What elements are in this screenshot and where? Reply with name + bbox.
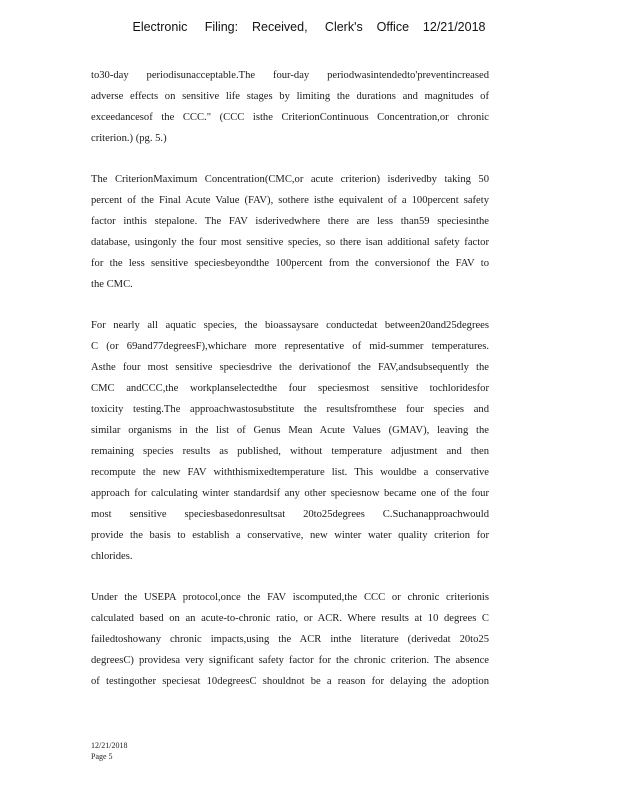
body-line: degreesC) providesa very significant safety factor for the chronic criterion. The absence xyxy=(91,655,489,666)
body-line: similar organisms in the list of Genus Mean Acute Values (GMAV), leaving the xyxy=(91,425,489,436)
body-line: remaining species results as published, without temperature adjustment and then xyxy=(91,446,489,457)
body-line: chlorides. xyxy=(91,551,133,562)
body-line: CMC andCCC,the workplanselectedthe four speciesmost sensitive tochloridesfor xyxy=(91,383,489,394)
body-line: adverse effects on sensitive life stages by limiting the durations and magnitudes of xyxy=(91,91,489,102)
body-line: Asthe four most sensitive speciesdrive the derivationof the FAV,andsubsequently the xyxy=(91,362,489,373)
filing-header: Electronic Filing: Received, Clerk's Office 12/21/2018 xyxy=(132,20,486,34)
body-line: recompute the new FAV withthismixedtemperature list. This wouldbe a conservative xyxy=(91,467,489,478)
body-line: Under the USEPA protocol,once the FAV iscomputed,the CCC or chronic criterionis xyxy=(91,592,489,603)
body-line: percent of the Final Acute Value (FAV), sothere isthe equivalent of a 100percent safety xyxy=(91,195,489,206)
body-line: to30-day periodisunacceptable.The four-day periodwasintendedto'preventincreased xyxy=(91,70,489,81)
body-line: the CMC. xyxy=(91,279,133,290)
footer-page-number: Page 5 xyxy=(91,752,113,761)
body-line: exceedancesof the CCC." (CCC isthe CriterionContinuous Concentration,or chronic xyxy=(91,112,489,123)
body-line: The CriterionMaximum Concentration(CMC,or acute criterion) isderivedby taking 50 xyxy=(91,174,489,185)
body-line: for the less sensitive speciesbeyondthe 100percent from the conversionof the FAV to xyxy=(91,258,489,269)
body-line: For nearly all aquatic species, the bioassaysare conductedat between20and25degrees xyxy=(91,320,489,331)
body-line: factor inthis stepalone. The FAV isderivedwhere there are less than59 speciesinthe xyxy=(91,216,489,227)
body-line: most sensitive speciesbasedonresultsat 20to25degrees C.Suchanapproachwould xyxy=(91,509,489,520)
body-line: toxicity testing.The approachwastosubstitute the resultsfromthese four species and xyxy=(91,404,489,415)
body-line: calculated based on an acute-to-chronic ratio, or ACR. Where results at 10 degrees C xyxy=(91,613,489,624)
body-line: C (or 69and77degreesF),whichare more representative of mid-summer temperatures. xyxy=(91,341,489,352)
footer-date: 12/21/2018 xyxy=(91,741,128,750)
body-line: of testingother speciesat 10degreesC shouldnot be a reason for delaying the adoption xyxy=(91,676,489,687)
body-line: database, usingonly the four most sensitive species, so there isan additional safety factor xyxy=(91,237,489,248)
body-line: failedtoshowany chronic impacts,using the ACR inthe literature (derivedat 20to25 xyxy=(91,634,489,645)
body-line: approach for calculating winter standardsif any other speciesnow became one of the four xyxy=(91,488,489,499)
body-line: criterion.) (pg. 5.) xyxy=(91,133,167,144)
body-line: provide the basis to establish a conservative, new winter water quality criterion for xyxy=(91,530,489,541)
